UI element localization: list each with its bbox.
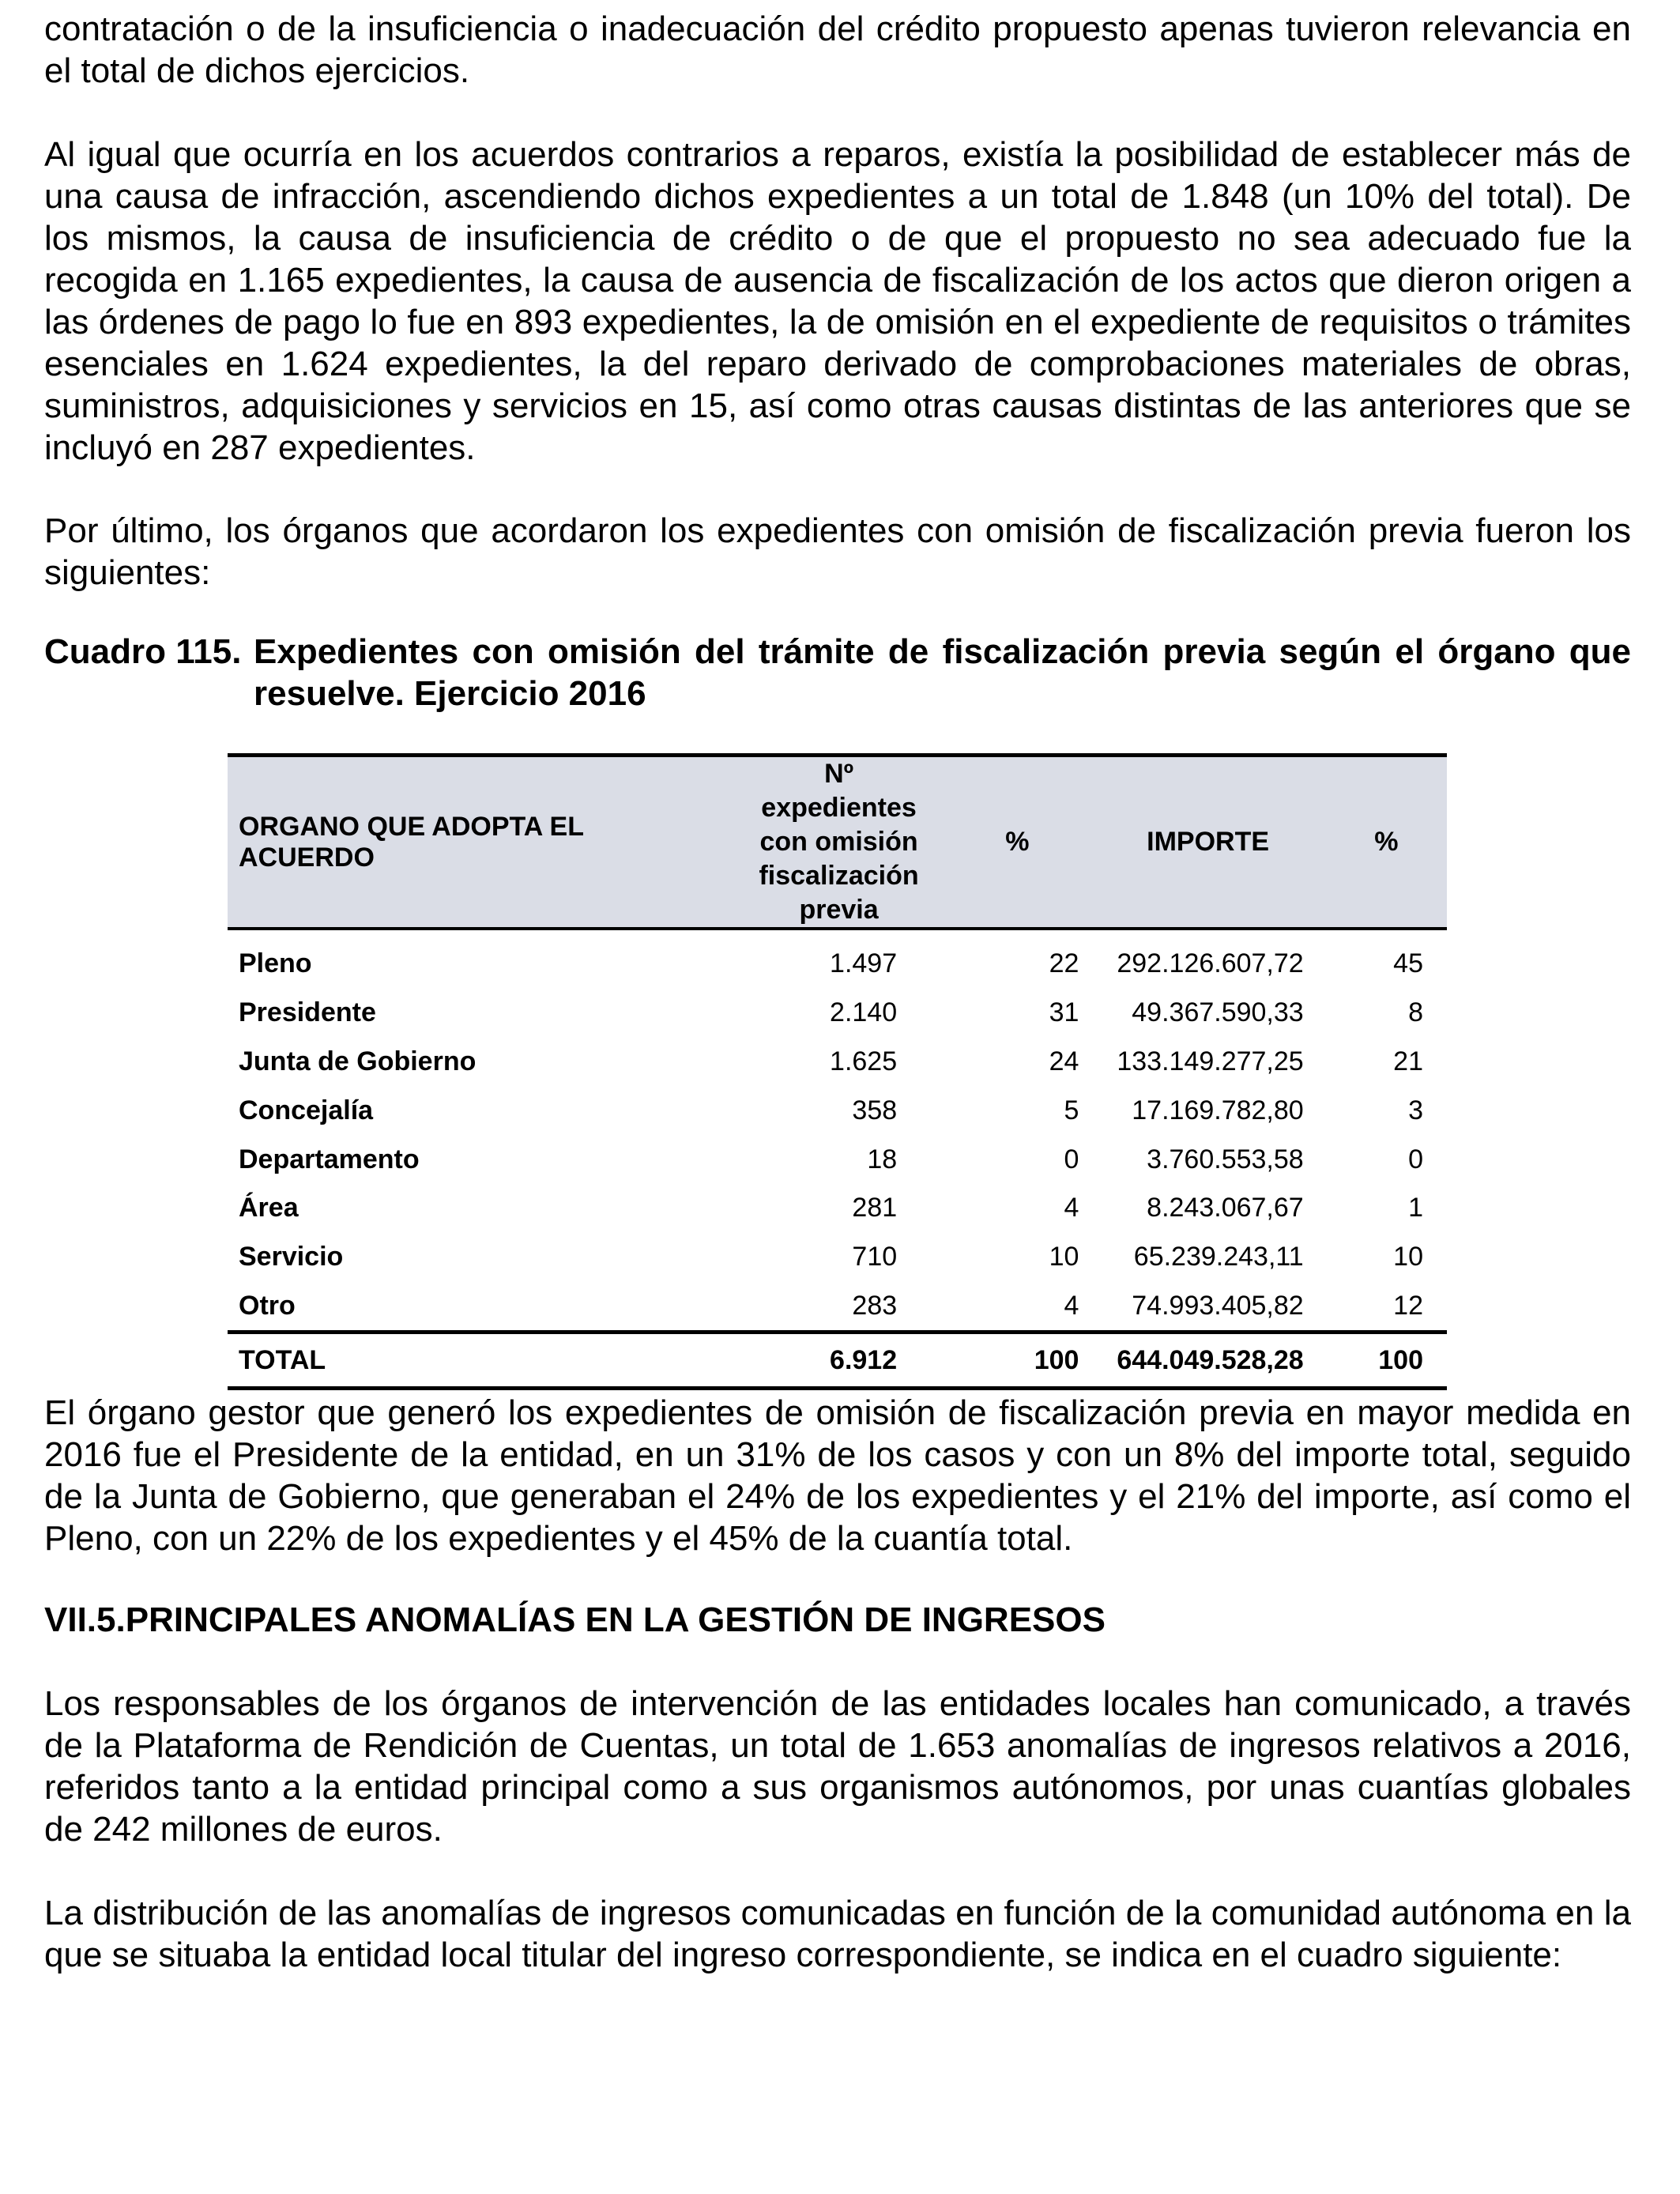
caption-title: Expedientes con omisión del trámite de fiscalización previa según el órgano que resuelve. Ejercicio 2016 bbox=[254, 632, 1631, 713]
total-importe: 644.049.528,28 bbox=[1090, 1333, 1325, 1389]
cell-n-expedientes: 18 bbox=[867, 1144, 898, 1174]
cell-importe: 292.126.607,72 bbox=[1117, 948, 1304, 979]
table-row bbox=[228, 1135, 1447, 1184]
header-importe: IMPORTE bbox=[1090, 756, 1325, 929]
cell-organo: Área bbox=[239, 1193, 299, 1223]
table-row bbox=[228, 929, 1447, 989]
cell-pct-expedientes: 4 bbox=[1064, 1290, 1079, 1321]
cell-pct-expedientes: 0 bbox=[1064, 1144, 1079, 1174]
paragraph-distribucion: La distribución de las anomalías de ingresos comunicadas en función de la comunidad autónoma en la que se situaba la entidad local titular del ingreso correspondiente, se indica en el cuadro siguiente: bbox=[44, 1894, 1631, 1974]
cell-organo: Servicio bbox=[239, 1242, 344, 1272]
header-n-expedientes: Nº expedientes con omisión fiscalización previa bbox=[733, 756, 944, 929]
paragraph-causas-infraccion: Al igual que ocurría en los acuerdos contrarios a reparos, existía la posibilidad de establecer más de una causa de infracción, ascendiendo dichos expedientes a un total de 1.848 (un 10% del total). De los mismos, la causa de insuficiencia de crédito o de que el propuesto no sea adecuado fue la recogida en 1.165 expedientes, la causa de ausencia de fiscalización de los actos que dieron origen a las órdenes de pago lo fue en 893 expedientes, la de omisión en el expediente de requisitos o trámites esenciales en 1.624 expedientes, la del reparo derivado de comprobaciones materiales de obras, suministros, adquisiciones y servicios en 15, así como otras causas distintas de las anteriores que se incluyó en 287 expedientes. bbox=[44, 135, 1631, 467]
paragraph-organos-intro: Por último, los órganos que acordaron los expedientes con omisión de fiscalización previa fueron los siguientes: bbox=[44, 511, 1631, 592]
cell-n-expedientes: 710 bbox=[852, 1242, 898, 1272]
table-row bbox=[228, 989, 1447, 1038]
cell-pct-importe: 8 bbox=[1408, 997, 1423, 1028]
cell-importe: 17.169.782,80 bbox=[1132, 1095, 1304, 1125]
cell-n-expedientes: 2.140 bbox=[830, 997, 898, 1028]
total-pct-importe: 100 bbox=[1326, 1333, 1447, 1389]
cell-pct-importe: 1 bbox=[1408, 1193, 1423, 1223]
cell-pct-importe: 12 bbox=[1393, 1290, 1423, 1321]
cell-pct-importe: 3 bbox=[1408, 1095, 1423, 1125]
cell-n-expedientes: 281 bbox=[852, 1193, 898, 1223]
cell-pct-expedientes: 5 bbox=[1064, 1095, 1079, 1125]
total-pct-expedientes: 100 bbox=[944, 1333, 1090, 1389]
cell-importe: 3.760.553,58 bbox=[1147, 1144, 1304, 1174]
table-total-row bbox=[228, 1333, 1447, 1389]
cell-importe: 49.367.590,33 bbox=[1132, 997, 1304, 1028]
caption-number: Cuadro 115. bbox=[44, 632, 242, 671]
cell-pct-expedientes: 22 bbox=[1049, 948, 1079, 979]
paragraph-anomalias-ingresos: Los responsables de los órganos de intervención de las entidades locales han comunicado, a través de la Plataforma de Rendición de Cuentas, un total de 1.653 anomalías de ingresos relativos a 2016, referidos tanto a la entidad principal como a sus organismos autónomos, por unas cuantías globales de 242 millones de euros. bbox=[44, 1684, 1631, 1849]
table-row bbox=[228, 1038, 1447, 1087]
cell-organo: Concejalía bbox=[239, 1095, 374, 1125]
total-label: TOTAL bbox=[228, 1333, 733, 1389]
table-row bbox=[228, 1184, 1447, 1233]
cell-pct-expedientes: 31 bbox=[1049, 997, 1079, 1028]
cell-importe: 133.149.277,25 bbox=[1117, 1046, 1304, 1076]
cell-n-expedientes: 283 bbox=[852, 1290, 898, 1321]
cell-n-expedientes: 1.625 bbox=[830, 1046, 898, 1076]
cell-pct-importe: 21 bbox=[1393, 1046, 1423, 1076]
cell-pct-importe: 45 bbox=[1393, 948, 1423, 979]
cell-n-expedientes: 358 bbox=[852, 1095, 898, 1125]
cell-n-expedientes: 1.497 bbox=[830, 948, 898, 979]
header-organo: ORGANO QUE ADOPTA EL ACUERDO bbox=[228, 756, 733, 929]
paragraph-contratacion: contratación o de la insuficiencia o inadecuación del crédito propuesto apenas tuvieron relevancia en el total de dichos ejercicios. bbox=[44, 9, 1631, 90]
cell-organo: Otro bbox=[239, 1290, 296, 1321]
cell-organo: Presidente bbox=[239, 997, 376, 1028]
section-heading: VII.5.PRINCIPALES ANOMALÍAS EN LA GESTIÓN DE INGRESOS bbox=[44, 1600, 1106, 1639]
table-header-row bbox=[228, 756, 1447, 929]
cell-organo: Pleno bbox=[239, 948, 312, 979]
cell-organo: Departamento bbox=[239, 1144, 420, 1174]
cell-importe: 8.243.067,67 bbox=[1147, 1193, 1304, 1223]
cell-organo: Junta de Gobierno bbox=[239, 1046, 477, 1076]
table-row bbox=[228, 1282, 1447, 1333]
header-pct-importe: % bbox=[1326, 756, 1447, 929]
cell-importe: 74.993.405,82 bbox=[1132, 1290, 1304, 1321]
cell-importe: 65.239.243,11 bbox=[1133, 1242, 1304, 1272]
total-n-expedientes: 6.912 bbox=[733, 1333, 944, 1389]
cell-pct-expedientes: 10 bbox=[1049, 1242, 1079, 1272]
table-row bbox=[228, 1086, 1447, 1135]
organos-table bbox=[228, 753, 1447, 1390]
cell-pct-importe: 0 bbox=[1408, 1144, 1423, 1174]
cell-pct-importe: 10 bbox=[1393, 1242, 1423, 1272]
header-pct-expedientes: % bbox=[944, 756, 1090, 929]
paragraph-organo-gestor: El órgano gestor que generó los expedientes de omisión de fiscalización previa en mayor medida en 2016 fue el Presidente de la entidad, en un 31% de los casos y con un 8% del importe total, seguido de la Junta de Gobierno, que generaban el 24% de los expedientes y el 21% del importe, así como el Pleno, con un 22% de los expedientes y el 45% de la cuantía total. bbox=[44, 1393, 1631, 1558]
cell-pct-expedientes: 24 bbox=[1049, 1046, 1079, 1076]
cell-pct-expedientes: 4 bbox=[1064, 1193, 1079, 1223]
table-row bbox=[228, 1233, 1447, 1282]
